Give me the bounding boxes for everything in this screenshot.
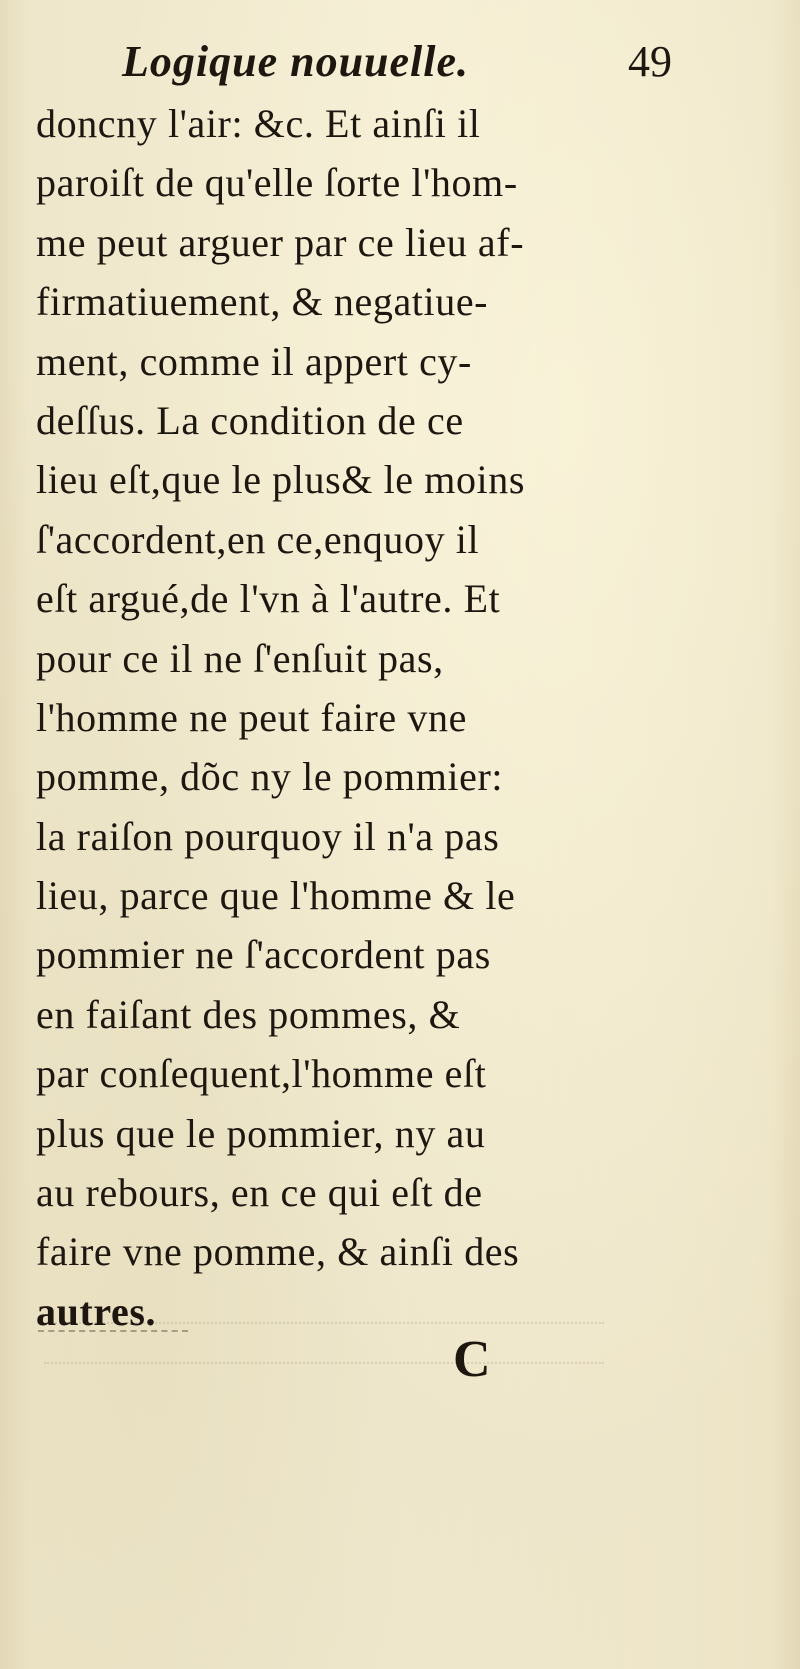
text-line: paroiſt de qu'elle ſorte l'hom- — [36, 160, 518, 206]
text-line: lieu eſt,que le plus& le moins — [36, 457, 526, 503]
text-line: lieu, parce que l'homme & le — [36, 873, 516, 919]
text-line: par conſequent,l'homme eſt — [36, 1051, 487, 1097]
text-line: pomme, dõc ny le pommier: — [36, 754, 504, 800]
end-rule — [38, 1330, 188, 1332]
text-line: deſſus. La condition de ce — [36, 397, 464, 443]
show-through-bleed — [44, 1290, 664, 1380]
text-line: au rebours, en ce qui eſt de — [36, 1170, 483, 1216]
text-line: pour ce il ne ſ'enſuit pas, — [36, 635, 444, 681]
bleed-line — [44, 1302, 604, 1324]
text-line: la raiſon pourquoy il n'a pas — [36, 813, 500, 859]
text-line: doncny l'air: &c. Et ainſi il — [36, 101, 481, 146]
text-line: pommier ne ſ'accordent pas — [36, 932, 491, 978]
text-line: faire vne pomme, & ainſi des — [36, 1229, 520, 1275]
page-header — [122, 32, 672, 94]
bleed-line — [44, 1342, 604, 1364]
text-line: ment, comme il appert cy- — [36, 338, 472, 384]
text-line: eſt argué,de l'vn à l'autre. Et — [36, 576, 501, 622]
text-line: firmatiuement, & negatiue- — [36, 279, 489, 325]
text-line: me peut arguer par ce lieu af- — [36, 219, 525, 265]
text-line: plus que le pommier, ny au — [36, 1110, 486, 1156]
text-line: l'homme ne peut faire vne — [36, 694, 467, 740]
text-line: ſ'accordent,en ce,enquoy il — [36, 516, 480, 562]
text-line: en faiſant des pommes, & — [36, 991, 461, 1037]
body-text — [36, 94, 676, 1341]
catchword: C — [453, 1331, 491, 1388]
page-number: 49 — [628, 37, 672, 86]
running-title: Logique nouuelle. — [122, 37, 470, 86]
text-line: autres. — [36, 1288, 157, 1334]
